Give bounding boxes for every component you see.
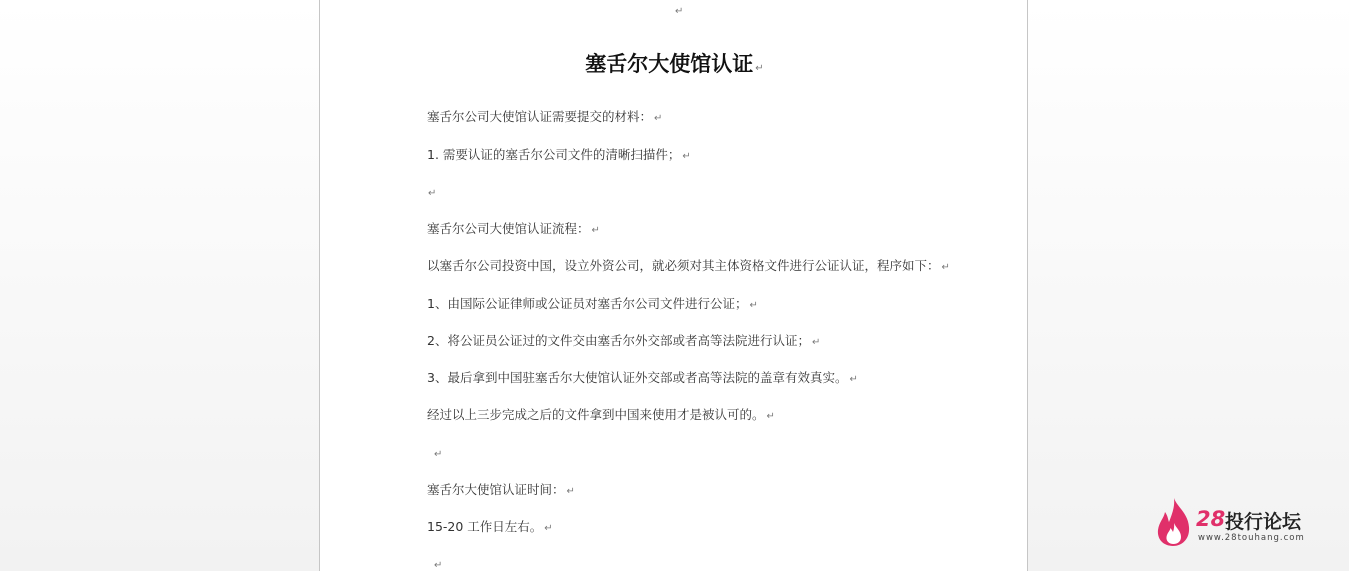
site-logo[interactable] [1155,497,1325,549]
logo-number: 28 [1196,507,1226,531]
paragraph-mark: ↵ [849,374,858,385]
paragraph-mark: ↵ [654,113,663,124]
paragraph-step-3: 3、最后拿到中国驻塞舌尔大使馆认证外交部或者高等法院的盖章有效真实。 ↵ [427,370,858,385]
paragraph-step-2: 2、将公证员公证过的文件交由塞舌尔外交部或者高等法院进行认证； ↵ [427,333,821,348]
paragraph-mark: ↵ [434,449,443,460]
paragraph-mark: ↵ [766,411,775,422]
paragraph-mark: ↵ [811,337,821,348]
paragraph-process-intro: 以塞舌尔公司投资中国，设立外资公司，就必须对其主体资格文件进行公证认证，程序如下： ↵ [427,258,950,273]
paragraph-mark: ↵ [941,262,950,273]
paragraph-mark: ↵ [682,151,691,162]
title-text: 塞舌尔大使馆认证 [585,52,754,76]
paragraph-conclusion: 经过以上三步完成之后的文件拿到中国来使用才是被认可的。 ↵ [427,407,775,422]
paragraph-process-heading: 塞舌尔公司大使馆认证流程： ↵ [427,221,600,236]
paragraph-mark: ↵ [566,486,575,497]
paragraph-mark: ↵ [434,560,443,571]
flame-icon [1155,497,1193,547]
paragraph-materials-heading: 塞舌尔公司大使馆认证需要提交的材料： ↵ [427,109,663,124]
document-title [320,48,1029,78]
paragraph-mark: ↵ [428,188,437,199]
paragraph-time-value: 15-20 工作日左右。 ↵ [427,519,553,534]
empty-paragraph [426,184,436,202]
paragraph-mark: ↵ [544,523,553,534]
document-page [319,0,1028,571]
paragraph-step-1: 1、由国际公证律师或公证员对塞舌尔公司文件进行公证； ↵ [427,296,758,311]
paragraph-mark: ↵ [591,225,600,236]
paragraph-time-heading: 塞舌尔大使馆认证时间： ↵ [427,482,575,497]
paragraph-mark: ↵ [675,6,684,17]
paragraph-mark: ↵ [749,300,758,311]
paragraph-mark: ↵ [755,63,764,74]
paragraph-materials-item-1: 1. 需要认证的塞舌尔公司文件的清晰扫描件； ↵ [427,147,691,162]
logo-url: www.28touhang.com [1198,533,1305,543]
empty-paragraph [432,556,442,571]
empty-paragraph [432,445,442,463]
logo-name: 投行论坛 [1225,511,1302,533]
